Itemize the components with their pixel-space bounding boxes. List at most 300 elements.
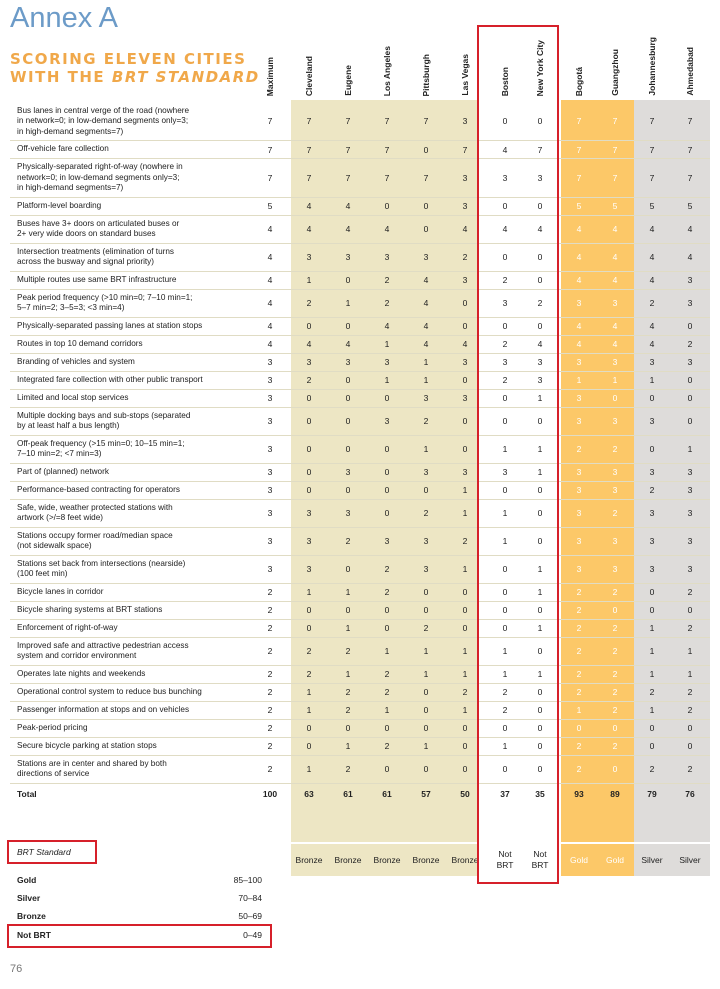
score-cell: 3 <box>612 357 618 367</box>
legend-name: Not BRT <box>17 930 51 940</box>
row-divider <box>10 583 710 584</box>
score-cell: 2 <box>576 587 582 597</box>
score-cell: 0 <box>462 375 468 385</box>
score-cell: 1 <box>462 485 468 495</box>
score-cell: 0 <box>537 741 543 751</box>
score-cell: 1 <box>502 741 508 751</box>
legend-row <box>17 890 262 908</box>
score-cell: 1 <box>384 646 390 656</box>
score-cell: 3 <box>612 298 618 308</box>
score-cell: 3 <box>649 416 655 426</box>
score-cell: 4 <box>267 298 273 308</box>
score-cell: 4 <box>537 224 543 234</box>
score-cell: 0 <box>306 393 312 403</box>
highlight-box-brt-standard <box>7 840 97 864</box>
score-cell: 3 <box>612 416 618 426</box>
score-cell: 3 <box>423 393 429 403</box>
score-cell: 3 <box>423 564 429 574</box>
score-cell: 2 <box>687 687 693 697</box>
score-cell: 1 <box>502 444 508 454</box>
score-cell: 0 <box>462 298 468 308</box>
row-label-line: Operational control system to reduce bus bunching <box>17 686 202 696</box>
score-cell: 3 <box>384 416 390 426</box>
rating-line: Bronze <box>295 854 323 865</box>
column-header <box>562 36 596 96</box>
score-cell: 1 <box>537 393 543 403</box>
row-label <box>17 641 267 662</box>
score-cell: 1 <box>537 564 543 574</box>
score-cell: 4 <box>612 321 618 331</box>
score-cell: 3 <box>687 485 693 495</box>
score-cell: 3 <box>462 357 468 367</box>
score-cell: 0 <box>423 587 429 597</box>
row-label-line: system and corridor environment <box>17 651 137 660</box>
score-cell: 2 <box>462 252 468 262</box>
score-cell: 1 <box>306 687 312 697</box>
score-cell: 0 <box>384 393 390 403</box>
score-cell: 0 <box>345 723 351 733</box>
score-cell: 0 <box>345 564 351 574</box>
score-cell: 0 <box>537 275 543 285</box>
total-cell: 63 <box>304 789 314 799</box>
score-cell: 0 <box>502 764 508 774</box>
score-cell: 2 <box>576 623 582 633</box>
score-cell: 0 <box>423 723 429 733</box>
score-cell: 4 <box>687 224 693 234</box>
score-cell: 2 <box>267 723 273 733</box>
score-cell: 7 <box>537 144 543 155</box>
score-cell: 3 <box>267 444 273 454</box>
score-cell: 0 <box>384 508 390 518</box>
score-cell: 7 <box>306 172 312 183</box>
row-divider <box>10 158 710 159</box>
score-cell: 0 <box>687 723 693 733</box>
score-cell: 0 <box>423 605 429 615</box>
score-cell: 3 <box>612 467 618 477</box>
score-cell: 3 <box>649 467 655 477</box>
score-cell: 1 <box>687 669 693 679</box>
row-label-line: (not sidewalk space) <box>17 541 92 550</box>
score-cell: 3 <box>345 252 351 262</box>
score-cell: 2 <box>649 764 655 774</box>
score-cell: 3 <box>649 508 655 518</box>
score-cell: 3 <box>502 298 508 308</box>
score-cell: 0 <box>502 252 508 262</box>
score-cell: 0 <box>502 623 508 633</box>
score-cell: 0 <box>502 416 508 426</box>
row-label-line: Branding of vehicles and system <box>17 356 135 366</box>
score-cell: 1 <box>306 587 312 597</box>
score-cell: 3 <box>502 357 508 367</box>
score-cell: 3 <box>649 564 655 574</box>
rating-line: Silver <box>679 854 701 865</box>
score-cell: 1 <box>384 339 390 349</box>
score-cell: 4 <box>462 224 468 234</box>
score-cell: 0 <box>537 536 543 546</box>
score-cell: 2 <box>687 587 693 597</box>
score-cell: 3 <box>576 508 582 518</box>
score-cell: 2 <box>612 669 618 679</box>
score-cell: 3 <box>345 508 351 518</box>
highlight-box-not-brt-legend <box>7 924 272 948</box>
score-cell: 0 <box>345 321 351 331</box>
score-cell: 2 <box>306 375 312 385</box>
row-label <box>17 723 267 734</box>
score-cell: 2 <box>306 669 312 679</box>
score-cell: 3 <box>537 357 543 367</box>
score-cell: 7 <box>384 144 390 155</box>
score-cell: 3 <box>462 275 468 285</box>
score-cell: 0 <box>612 605 618 615</box>
score-cell: 1 <box>306 764 312 774</box>
row-label-line: Buses have 3+ doors on articulated buses or <box>17 218 180 228</box>
score-cell: 2 <box>306 298 312 308</box>
score-cell: 3 <box>649 536 655 546</box>
score-cell: 2 <box>384 687 390 697</box>
row-divider <box>10 243 710 244</box>
score-cell: 4 <box>345 224 351 234</box>
score-cell: 1 <box>345 298 351 308</box>
score-cell: 3 <box>502 172 508 183</box>
score-cell: 0 <box>537 252 543 262</box>
score-cell: 4 <box>612 224 618 234</box>
rating-cell <box>634 855 670 866</box>
score-cell: 4 <box>576 252 582 262</box>
score-cell: 4 <box>649 275 655 285</box>
score-cell: 0 <box>649 393 655 403</box>
total-cell: 61 <box>343 789 353 799</box>
row-label <box>17 741 267 752</box>
score-cell: 4 <box>267 275 273 285</box>
score-cell: 0 <box>345 605 351 615</box>
column-header <box>407 36 445 96</box>
rating-line: Gold <box>570 854 588 865</box>
score-cell: 0 <box>306 605 312 615</box>
row-label <box>17 219 267 240</box>
row-label <box>17 669 267 680</box>
score-cell: 3 <box>612 536 618 546</box>
row-label <box>17 587 267 598</box>
score-cell: 2 <box>306 646 312 656</box>
score-cell: 4 <box>687 252 693 262</box>
score-cell: 2 <box>502 375 508 385</box>
score-cell: 1 <box>502 669 508 679</box>
row-divider <box>10 335 710 336</box>
score-cell: 3 <box>267 508 273 518</box>
score-cell: 7 <box>423 116 429 127</box>
score-cell: 3 <box>462 201 468 211</box>
row-divider <box>10 755 710 756</box>
subtitle-prefix: WITH THE <box>10 68 112 86</box>
rating-cell <box>290 855 328 866</box>
row-divider <box>10 783 710 784</box>
row-label-line: Platform-level boarding <box>17 200 102 210</box>
subtitle-line-2 <box>10 68 260 86</box>
score-cell: 0 <box>423 144 429 155</box>
score-cell: 2 <box>687 705 693 715</box>
column-header-label: Maximum <box>265 56 275 96</box>
score-cell: 4 <box>576 275 582 285</box>
score-cell: 2 <box>649 485 655 495</box>
score-cell: 0 <box>462 605 468 615</box>
score-cell: 3 <box>423 467 429 477</box>
score-cell: 0 <box>687 605 693 615</box>
score-cell: 4 <box>306 201 312 211</box>
score-cell: 1 <box>576 705 582 715</box>
score-cell: 1 <box>502 536 508 546</box>
row-label <box>17 375 267 386</box>
score-cell: 0 <box>345 444 351 454</box>
score-cell: 0 <box>423 687 429 697</box>
score-cell: 1 <box>687 444 693 454</box>
row-label-line: Multiple docking bays and sub-stops (separated <box>17 410 191 420</box>
row-divider <box>10 463 710 464</box>
score-cell: 2 <box>502 339 508 349</box>
row-label-line: 2+ very wide doors on standard buses <box>17 229 156 238</box>
row-label-line: Secure bicycle parking at station stops <box>17 740 157 750</box>
row-divider <box>10 683 710 684</box>
rating-cell <box>329 855 367 866</box>
score-cell: 0 <box>649 444 655 454</box>
score-cell: 2 <box>687 764 693 774</box>
score-cell: 4 <box>576 224 582 234</box>
score-cell: 0 <box>502 587 508 597</box>
score-cell: 0 <box>612 393 618 403</box>
score-cell: 0 <box>423 201 429 211</box>
row-divider <box>10 407 710 408</box>
score-cell: 4 <box>502 224 508 234</box>
score-cell: 1 <box>462 669 468 679</box>
row-label <box>17 201 267 212</box>
row-label <box>17 467 267 478</box>
subtitle-line-1: SCORING ELEVEN CITIES <box>10 50 247 68</box>
score-cell: 2 <box>576 764 582 774</box>
total-cell: 57 <box>421 789 431 799</box>
score-cell: 5 <box>649 201 655 211</box>
score-cell: 1 <box>537 444 543 454</box>
row-divider <box>10 719 710 720</box>
score-cell: 0 <box>306 623 312 633</box>
score-cell: 2 <box>612 687 618 697</box>
legend-range: 0–49 <box>243 930 262 940</box>
score-cell: 3 <box>267 536 273 546</box>
score-cell: 2 <box>267 705 273 715</box>
total-cell: 100 <box>262 789 278 799</box>
column-header-label: New York City <box>535 39 545 96</box>
score-cell: 7 <box>649 116 655 127</box>
score-cell: 3 <box>306 252 312 262</box>
score-cell: 2 <box>502 705 508 715</box>
row-divider <box>10 527 710 528</box>
rating-cell <box>407 855 445 866</box>
score-cell: 3 <box>267 393 273 403</box>
score-cell: 7 <box>649 144 655 155</box>
score-cell: 1 <box>423 669 429 679</box>
score-cell: 2 <box>576 687 582 697</box>
row-label-line: across the busway and signal priority) <box>17 257 154 266</box>
row-label-line: Physically-separated passing lanes at station stops <box>17 320 203 330</box>
score-cell: 0 <box>537 201 543 211</box>
score-cell: 0 <box>687 393 693 403</box>
score-cell: 3 <box>576 298 582 308</box>
score-cell: 1 <box>537 623 543 633</box>
score-cell: 0 <box>306 741 312 751</box>
row-label <box>17 247 267 268</box>
row-label <box>17 503 267 524</box>
total-label: Total <box>17 789 37 799</box>
score-cell: 0 <box>345 375 351 385</box>
score-cell: 2 <box>612 705 618 715</box>
subtitle-standard-name: BRT STANDARD <box>111 68 260 86</box>
row-label <box>17 531 267 552</box>
row-label-line: Integrated fare collection with other public transport <box>17 374 203 384</box>
score-cell: 0 <box>306 467 312 477</box>
legend-name: Silver <box>17 893 41 903</box>
score-cell: 0 <box>462 741 468 751</box>
row-label-line: Stations are in center and shared by both <box>17 758 167 768</box>
score-cell: 4 <box>649 224 655 234</box>
score-cell: 7 <box>576 172 582 183</box>
score-cell: 3 <box>267 485 273 495</box>
total-cell: 76 <box>685 789 695 799</box>
score-cell: 0 <box>649 741 655 751</box>
row-label <box>17 439 267 460</box>
score-cell: 2 <box>612 508 618 518</box>
row-label <box>17 162 267 194</box>
row-label-line: Stations set back from intersections (nearside) <box>17 558 186 568</box>
score-cell: 0 <box>537 416 543 426</box>
score-cell: 4 <box>345 339 351 349</box>
score-cell: 4 <box>423 339 429 349</box>
score-cell: 2 <box>576 444 582 454</box>
row-divider <box>10 499 710 500</box>
score-cell: 3 <box>576 485 582 495</box>
row-label-line: Operates late nights and weekends <box>17 668 146 678</box>
row-label-line: Off-peak frequency (>15 min=0; 10–15 min=1; <box>17 438 185 448</box>
score-cell: 4 <box>576 339 582 349</box>
score-cell: 3 <box>267 564 273 574</box>
score-cell: 4 <box>267 321 273 331</box>
score-cell: 3 <box>306 564 312 574</box>
score-cell: 1 <box>306 705 312 715</box>
score-cell: 2 <box>423 416 429 426</box>
rating-line: BRT <box>531 860 549 870</box>
score-cell: 7 <box>267 172 273 183</box>
score-cell: 7 <box>576 144 582 155</box>
score-cell: 0 <box>502 393 508 403</box>
total-cell: 89 <box>610 789 620 799</box>
score-cell: 0 <box>537 764 543 774</box>
score-cell: 3 <box>462 116 468 127</box>
score-cell: 1 <box>462 564 468 574</box>
score-cell: 0 <box>306 321 312 331</box>
score-cell: 0 <box>687 741 693 751</box>
score-cell: 1 <box>345 623 351 633</box>
score-cell: 0 <box>384 201 390 211</box>
score-cell: 0 <box>537 116 543 127</box>
score-cell: 0 <box>537 723 543 733</box>
row-label <box>17 339 267 350</box>
row-label-line: in network=0; in low-demand segments only=3; <box>17 116 189 125</box>
row-label-line: Part of (planned) network <box>17 466 109 476</box>
score-cell: 0 <box>462 444 468 454</box>
row-label <box>17 106 267 138</box>
score-cell: 7 <box>612 144 618 155</box>
score-cell: 4 <box>345 201 351 211</box>
row-divider <box>10 737 710 738</box>
score-cell: 2 <box>384 669 390 679</box>
score-cell: 3 <box>537 375 543 385</box>
column-header-label: Johannesburg <box>647 37 657 96</box>
score-cell: 0 <box>649 723 655 733</box>
score-cell: 1 <box>649 646 655 656</box>
column-header-label: Guangzhou <box>610 49 620 96</box>
score-cell: 0 <box>462 587 468 597</box>
score-cell: 2 <box>612 646 618 656</box>
score-cell: 2 <box>345 705 351 715</box>
score-cell: 0 <box>576 723 582 733</box>
score-cell: 5 <box>576 201 582 211</box>
score-cell: 1 <box>345 741 351 751</box>
column-header-label: Las Vegas <box>460 54 470 96</box>
score-cell: 0 <box>306 444 312 454</box>
score-cell: 7 <box>687 172 693 183</box>
legend-name: Bronze <box>17 911 46 921</box>
score-cell: 2 <box>267 646 273 656</box>
score-cell: 4 <box>423 275 429 285</box>
column-header-label: Boston <box>500 66 510 96</box>
score-cell: 7 <box>649 172 655 183</box>
score-cell: 2 <box>462 536 468 546</box>
score-cell: 2 <box>576 741 582 751</box>
row-label-line: network=0; in low-demand segments only=3; <box>17 172 180 182</box>
row-label <box>17 293 267 314</box>
score-cell: 1 <box>502 646 508 656</box>
score-cell: 2 <box>267 687 273 697</box>
total-cell: 50 <box>460 789 470 799</box>
score-cell: 3 <box>345 357 351 367</box>
score-cell: 3 <box>576 357 582 367</box>
score-cell: 7 <box>462 144 468 155</box>
row-divider <box>10 555 710 556</box>
column-header-label: Ahmedabad <box>685 47 695 96</box>
score-cell: 1 <box>306 275 312 285</box>
score-cell: 7 <box>384 116 390 127</box>
row-label-line: (100 feet min) <box>17 569 68 578</box>
score-cell: 1 <box>462 508 468 518</box>
column-header <box>368 36 406 96</box>
row-divider <box>10 317 710 318</box>
page-title: Annex A <box>10 2 119 34</box>
row-divider <box>10 701 710 702</box>
score-cell: 4 <box>306 339 312 349</box>
score-cell: 5 <box>687 201 693 211</box>
row-label-line: Peak period frequency (>10 min=0; 7–10 min=1; <box>17 292 193 302</box>
row-label <box>17 559 267 580</box>
score-cell: 2 <box>612 444 618 454</box>
score-cell: 0 <box>423 764 429 774</box>
score-cell: 0 <box>537 485 543 495</box>
score-cell: 0 <box>384 485 390 495</box>
row-divider <box>10 140 710 141</box>
score-cell: 0 <box>502 723 508 733</box>
column-header <box>598 36 632 96</box>
score-cell: 3 <box>687 467 693 477</box>
score-cell: 0 <box>306 485 312 495</box>
column-header-label: Cleveland <box>304 55 314 96</box>
score-cell: 1 <box>537 467 543 477</box>
score-cell: 1 <box>345 587 351 597</box>
